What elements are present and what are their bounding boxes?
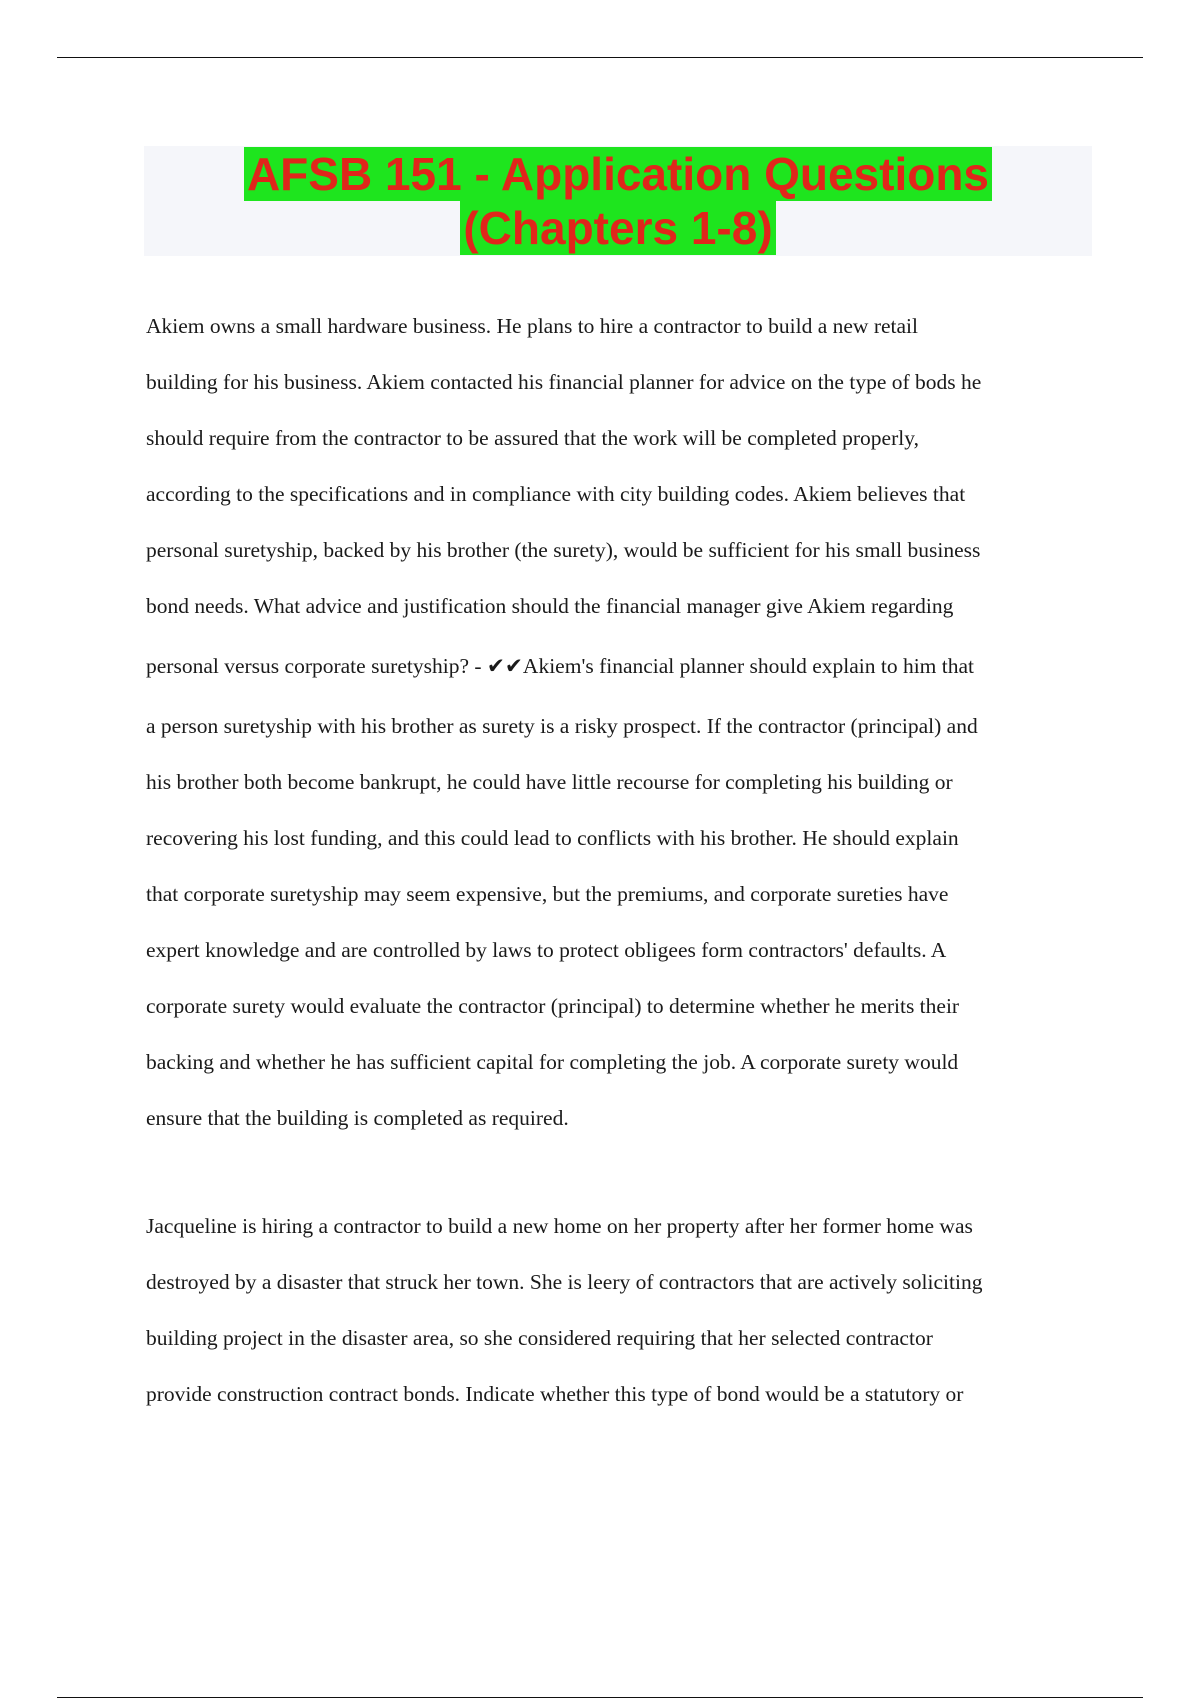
text-line: corporate surety would evaluate the contractor (principal) to determine whether he merits their: [146, 994, 960, 1018]
text-line: should require from the contractor to be assured that the work will be completed properly,: [146, 426, 919, 450]
text-line: a person suretyship with his brother as surety is a risky prospect. If the contractor (principal) and: [146, 714, 978, 738]
text-line: building project in the disaster area, so she considered requiring that her selected contractor: [146, 1326, 933, 1350]
text-line: building for his business. Akiem contacted his financial planner for advice on the type of bods he: [146, 370, 982, 394]
text-line: destroyed by a disaster that struck her town. She is leery of contractors that are actively soliciting: [146, 1270, 983, 1294]
paragraph-akiem: [146, 311, 1096, 1159]
text-line-answer-start: personal versus corporate suretyship? - ✔✔Akiem's financial planner should explain to him that: [146, 654, 975, 678]
title-line-1: AFSB 151 - Application Questions: [244, 147, 992, 201]
text-line: Akiem owns a small hardware business. He plans to hire a contractor to build a new retail: [146, 314, 918, 338]
top-rule: [57, 57, 1143, 58]
title-line-2: (Chapters 1-8): [460, 201, 775, 255]
bottom-rule: [57, 1697, 1143, 1698]
document-title: [144, 146, 1092, 256]
text-line: bond needs. What advice and justification should the financial manager give Akiem regarding: [146, 594, 954, 618]
text-line: Jacqueline is hiring a contractor to build a new home on her property after her former home was: [146, 1214, 973, 1238]
text-line: backing and whether he has sufficient capital for completing the job. A corporate surety would: [146, 1050, 959, 1074]
text-line: that corporate suretyship may seem expensive, but the premiums, and corporate sureties have: [146, 882, 949, 906]
text-line: according to the specifications and in compliance with city building codes. Akiem believes that: [146, 482, 966, 506]
text-line: personal suretyship, backed by his brother (the surety), would be sufficient for his small business: [146, 538, 981, 562]
text-line: provide construction contract bonds. Indicate whether this type of bond would be a statutory or: [146, 1382, 964, 1406]
text-line: recovering his lost funding, and this could lead to conflicts with his brother. He should explain: [146, 826, 959, 850]
text-line: ensure that the building is completed as required.: [146, 1106, 569, 1130]
text-line: expert knowledge and are controlled by laws to protect obligees form contractors' defaults. A: [146, 938, 947, 962]
paragraph-jacqueline: [146, 1211, 1096, 1435]
text-line: his brother both become bankrupt, he could have little recourse for completing his building or: [146, 770, 953, 794]
